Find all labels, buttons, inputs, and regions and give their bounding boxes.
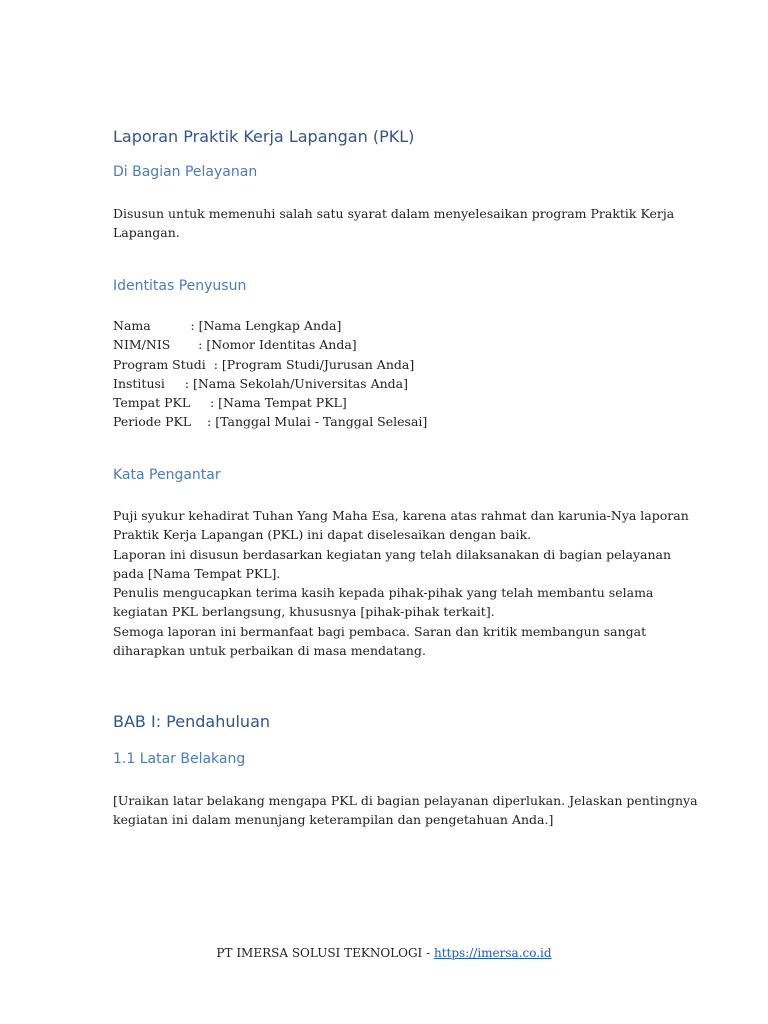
latar-belakang-line: kegiatan ini dalam menunjang keterampilan dan pengetahuan Anda.] [113, 812, 554, 828]
page-footer [0, 946, 768, 960]
identitas-row-tempat-pkl: Tempat PKL : [Nama Tempat PKL] [113, 395, 347, 411]
kata-pengantar-line: Praktik Kerja Lapangan (PKL) ini dapat diselesaikan dengan baik. [113, 527, 532, 543]
kata-pengantar-line: Penulis mengucapkan terima kasih kepada pihak-pihak yang telah membantu selama [113, 585, 654, 601]
identitas-row-program-studi: Program Studi : [Program Studi/Jurusan Anda] [113, 356, 415, 372]
kata-pengantar-line: pada [Nama Tempat PKL]. [113, 565, 281, 581]
kata-pengantar-paragraph [113, 506, 689, 660]
intro-paragraph [113, 204, 675, 243]
identitas-row-nim: NIM/NIS : [Nomor Identitas Anda] [113, 337, 357, 353]
identitas-list [113, 316, 653, 432]
identitas-row-periode-pkl: Periode PKL : [Tanggal Mulai - Tanggal Selesai] [113, 414, 428, 430]
intro-line: Lapangan. [113, 225, 180, 241]
kata-pengantar-line: Semoga laporan ini bermanfaat bagi pembaca. Saran dan kritik membangun sangat [113, 623, 647, 639]
intro-line: Disusun untuk memenuhi salah satu syarat dalam menyelesaikan program Praktik Kerja [113, 206, 675, 221]
identitas-row-institusi: Institusi : [Nama Sekolah/Universitas Anda] [113, 375, 408, 391]
bab1-heading: BAB I: Pendahuluan [113, 712, 271, 731]
document-subtitle: Di Bagian Pelayanan [113, 164, 258, 180]
footer-company: PT IMERSA SOLUSI TEKNOLOGI - [216, 946, 434, 960]
identitas-heading: Identitas Penyusun [113, 278, 247, 294]
latar-belakang-paragraph [113, 791, 698, 830]
kata-pengantar-line: kegiatan PKL berlangsung, khususnya [pihak-pihak terkait]. [113, 604, 495, 620]
identitas-row-nama: Nama : [Nama Lengkap Anda] [113, 318, 342, 333]
kata-pengantar-heading: Kata Pengantar [113, 467, 221, 483]
latar-belakang-line: [Uraikan latar belakang mengapa PKL di bagian pelayanan diperlukan. Jelaskan pentingnya [113, 793, 698, 808]
footer-link[interactable]: https://imersa.co.id [433, 946, 552, 960]
kata-pengantar-line: diharapkan untuk perbaikan di masa mendatang. [113, 643, 426, 659]
latar-belakang-heading: 1.1 Latar Belakang [113, 751, 246, 767]
document-title: Laporan Praktik Kerja Lapangan (PKL) [113, 127, 415, 146]
kata-pengantar-line: Puji syukur kehadirat Tuhan Yang Maha Esa, karena atas rahmat dan karunia-Nya laporan [113, 508, 689, 523]
kata-pengantar-line: Laporan ini disusun berdasarkan kegiatan yang telah dilaksanakan di bagian pelayanan [113, 546, 672, 562]
